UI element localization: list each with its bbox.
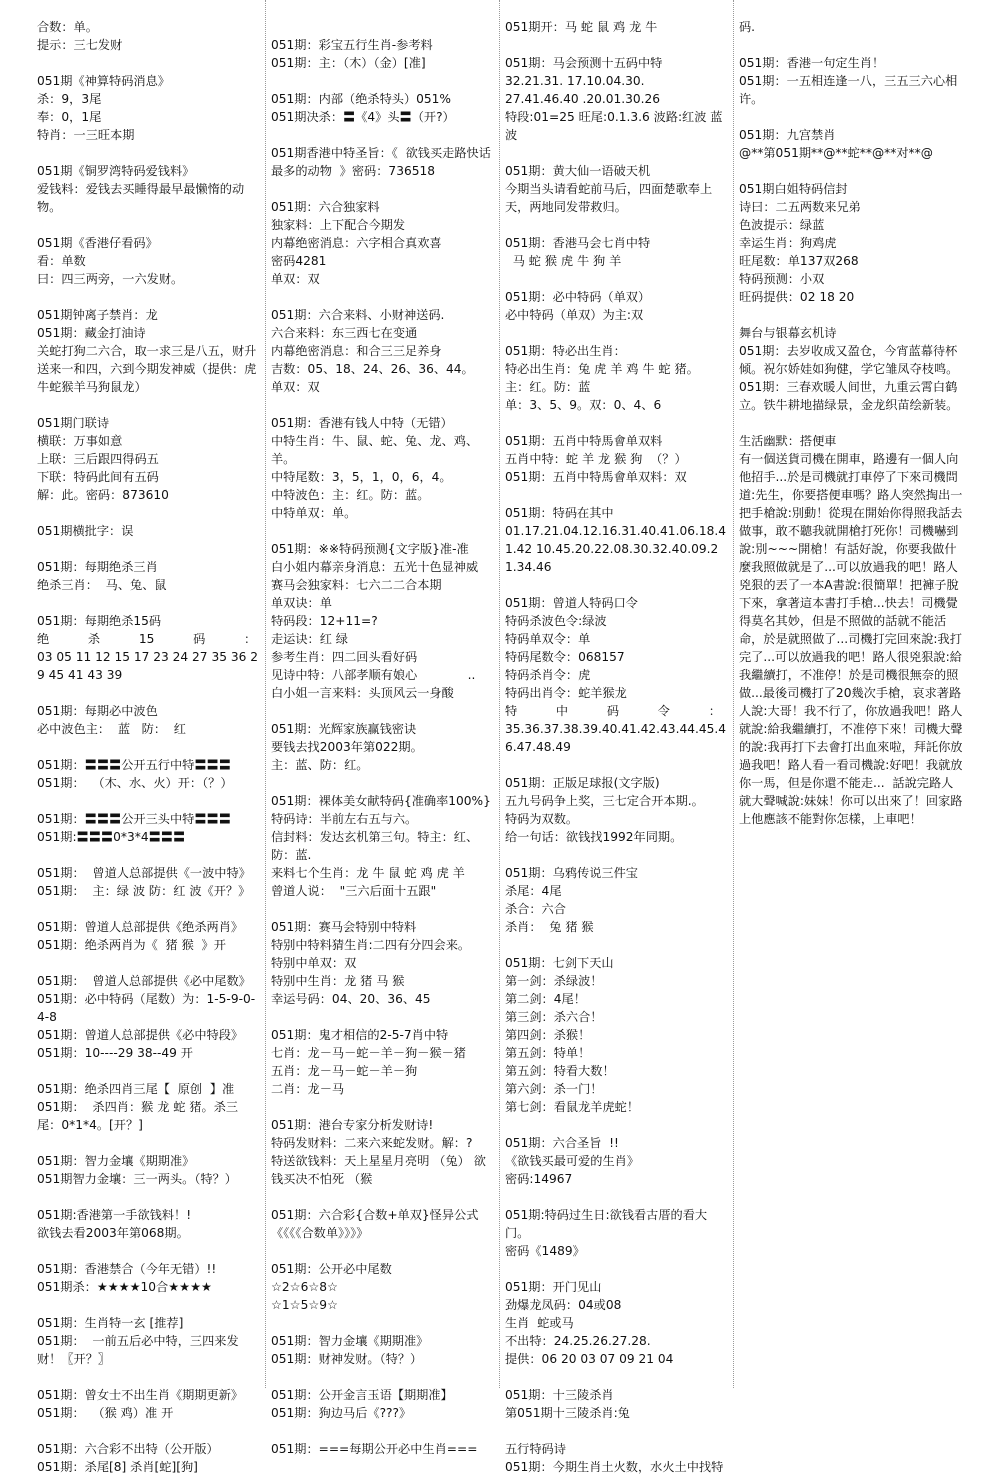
text-line: 051期：公开必中尾数 (271, 1262, 392, 1276)
text-line: 幸运生肖：狗鸡虎 (739, 236, 837, 250)
text-line: @**第051期**@**蛇**@**对**@ (739, 146, 933, 160)
spacer (37, 216, 259, 234)
text-line: 051期： 一前五后必中特，三四来发财！〖开？〗 (37, 1334, 239, 1366)
text-line: 051期：去岁收成又盈仓，今宵蓝幕待杯倾。祝尔娇娃如狗健，学它雏凤夺枝鸣。 (739, 344, 959, 376)
text-line: 特送欲钱料：天上星星月亮明 （兔） 欲钱买决不怕死 （猴 (271, 1154, 486, 1186)
text-line: 051期：生肖特一玄 [推荐] (37, 1316, 184, 1330)
text-line: 《欲钱买最可爱的生肖》 (505, 1154, 640, 1168)
spacer (37, 1242, 259, 1260)
text-line: 32.21.31. 17.10.04.30. (505, 74, 645, 88)
text-line: 051期：杀尾[8] 杀肖[蛇][狗] (37, 1460, 198, 1474)
text-line: 要钱去找2003年第022期。 (271, 740, 423, 754)
text-line: 051期:〓〓〓0*3*4〓〓〓 (37, 830, 186, 844)
text-line: 中特波色：主：红。防：蓝。 (271, 488, 430, 502)
text-line: 特别中单双：双 (271, 956, 357, 970)
spacer (37, 1422, 259, 1440)
text-line: 单双诀：单 (271, 596, 332, 610)
spacer (37, 288, 259, 306)
text-line: 051期：乌鸦传说三件宝 (505, 866, 638, 880)
spacer (271, 1242, 493, 1260)
text-line: 欲钱去看2003年第068期。 (37, 1226, 189, 1240)
text-line: 051期决杀：〓《4》头〓（开?） (271, 110, 455, 124)
text-line: 密码《1489》 (505, 1244, 585, 1258)
text-line: 第三剑：杀六合！ (505, 1010, 603, 1024)
spacer (505, 1188, 729, 1206)
text-line: 051期：一五相连逢一八，三五三六心相许。 (739, 74, 958, 106)
spacer (37, 1188, 259, 1206)
text-line: 051期：公开金言玉语【期期准】 (271, 1388, 453, 1402)
text-line: 特码出肖令：蛇羊猴龙 (505, 686, 627, 700)
spacer (505, 216, 729, 234)
text-line: 051期：六合来料、小财神送码. (271, 308, 445, 322)
spacer (271, 126, 493, 144)
text-line: 生活幽默：搭便車 (739, 434, 837, 448)
text-line: ☆1☆5☆9☆ (271, 1298, 338, 1312)
text-line: 白小姐一言来料：头顶风云一身酸 (271, 686, 454, 700)
text-line: 奉：0，1尾 (37, 110, 102, 124)
text-line: 特码预测：小双 (739, 272, 825, 286)
text-line: 03 05 11 12 15 17 23 24 27 35 36 29 45 41 43 39 (37, 650, 258, 682)
text-line: 051期：鬼才相信的2-5-7肖中特 (271, 1028, 449, 1042)
spacer (505, 486, 729, 504)
spacer (739, 162, 965, 180)
text-line: 051期： 曾道人总部提供《必中尾数》 (37, 974, 251, 988)
text-line: 五行特码诗 (505, 1442, 566, 1456)
spacer (271, 1008, 493, 1026)
spacer (739, 108, 965, 126)
text-line: 吉数：05、18、24、26、36、44。 (271, 362, 474, 376)
spacer (37, 900, 259, 918)
text-line: 主：蓝、防：红。 (271, 758, 369, 772)
text-line: 051期开：马 蛇 鼠 鸡 龙 牛 (505, 20, 658, 34)
text-line: 051期：香港有钱人中特（无错） (271, 416, 453, 430)
spacer (37, 144, 259, 162)
text-line: 051期：三春欢暖人间世，九重云霄白鹤立。铁牛耕地描绿景，金龙织苗绘新装。 (739, 380, 959, 412)
text-line: 051期：曾女士不出生肖《期期更新》 (37, 1388, 244, 1402)
text-line: 特码诗：半前左右五与六。 (271, 812, 418, 826)
text-line: 走运诀：红 绿 (271, 632, 348, 646)
spacer (739, 36, 965, 54)
spacer (271, 288, 493, 306)
text-line: 旺码提供：02 18 20 (739, 290, 855, 304)
text-line: 杀合：六合 (505, 902, 566, 916)
text-line: 看：单数 (37, 254, 86, 268)
text-line: 051期：七剑下天山 (505, 956, 614, 970)
text-line: 今期当头请看蛇前马后，四面楚歌奉上天，两地同发带救归。 (505, 182, 713, 214)
text-line: 051期：彩宝五行生肖-参考料 (271, 38, 433, 52)
spacer (505, 1260, 729, 1278)
spacer (505, 36, 729, 54)
text-line: 五肖：龙－马－蛇－羊－狗 (271, 1064, 418, 1078)
spacer (505, 414, 729, 432)
text-line: 特码发财料：二来六来蛇发财。解：? (271, 1136, 473, 1150)
spacer (271, 18, 493, 36)
text-line: 051期：绝杀四肖三尾【 原创 】准 (37, 1082, 235, 1096)
text-line: 特码为双数。 (505, 812, 579, 826)
spacer (271, 1422, 493, 1440)
text-line: 合数：单。 (37, 20, 98, 34)
text-column-3 (505, 18, 729, 1474)
text-line: 五肖中特：蛇 羊 龙 猴 狗 （？） (505, 452, 687, 466)
spacer (271, 1098, 493, 1116)
text-line: 051期：特必出生肖： (505, 344, 626, 358)
text-line: 051期：香港一句定生肖！ (739, 56, 885, 70)
spacer (271, 1188, 493, 1206)
text-line: 051期：智力金壤《期期准》 (37, 1154, 195, 1168)
text-line: 解：此。密码：873610 (37, 488, 169, 502)
text-line: ☆2☆6☆8☆ (271, 1280, 338, 1294)
text-line: 特肖：一三旺本期 (37, 128, 135, 142)
spacer (37, 684, 259, 702)
text-line: 051期：必中特码（单双） (505, 290, 651, 304)
spacer (37, 504, 259, 522)
text-line: 051期：狗边马后《???》 (271, 1406, 412, 1420)
text-line: 051期：六合彩不出特（公开版） (37, 1442, 219, 1456)
text-line: 旺尾数：单137双268 (739, 254, 859, 268)
column-divider (499, 0, 500, 1388)
spacer (37, 594, 259, 612)
text-line: 绝杀三肖： 马、兔、鼠 (37, 578, 167, 592)
text-line: 特别中生肖：龙 猪 马 猴 (271, 974, 405, 988)
text-line: 051期：正版足球报(文字版) (505, 776, 660, 790)
text-line: 35.36.37.38.39.40.41.42.43.44.45.46.47.48.49 (505, 722, 726, 754)
spacer (739, 306, 965, 324)
text-line: 051期：每期绝杀三肖 (37, 560, 158, 574)
text-line: 051期钟离子禁肖：龙 (37, 308, 158, 322)
spacer (271, 180, 493, 198)
text-line: 051期白姐特码信封 (739, 182, 848, 196)
text-line: 特码杀波色令:绿波 (505, 614, 607, 628)
text-line: 第五剑：特单！ (505, 1046, 591, 1060)
text-line: 第四剑：杀猴！ (505, 1028, 591, 1042)
text-line: 关蛇打狗二六合，取一求三是八五，财升送来一和四，六到今期发神威（提供：虎牛蛇猴羊马狗鼠龙） (37, 344, 257, 394)
text-line: 27.41.46.40 .20.01.30.26 (505, 92, 661, 106)
text-line: 第二剑：4尾！ (505, 992, 586, 1006)
text-line: 第051期十三陵杀肖:兔 (505, 1406, 630, 1420)
spacer (37, 396, 259, 414)
text-line: 051期香港中特圣旨：《 欲钱买走路快话最多的动物 》密码：736518 (271, 146, 491, 178)
text-line: 051期：每期必中波色 (37, 704, 158, 718)
text-line: 051期：港台专家分析发财诗! (271, 1118, 434, 1132)
spacer (37, 1062, 259, 1080)
spacer (37, 1134, 259, 1152)
text-line: 爱钱料：爱钱去买睡得最早最懒惰的动物。 (37, 182, 245, 214)
text-line: 曰：四三两旁，一六发财。 (37, 272, 184, 286)
text-line: 密码4281 (271, 254, 327, 268)
text-line: 二肖：龙－马 (271, 1082, 345, 1096)
text-line: 051期《铜罗湾特码爱钱料》 (37, 164, 195, 178)
text-line: 051期《神算特码消息》 (37, 74, 170, 88)
text-line: 051期杀：★★★★10合★★★★ (37, 1280, 212, 1294)
text-line: 白小姐内幕亲身消息：五光十色显神威 (271, 560, 479, 574)
spacer (271, 774, 493, 792)
text-line: 特别中特料猜生肖:二四有分四会来。 (271, 938, 471, 952)
text-line: 《《《《合数单》》》》 (271, 1226, 369, 1240)
text-line: 051期《香港仔看码》 (37, 236, 158, 250)
spacer (271, 702, 493, 720)
text-line: 051期：六合彩{合数+单双}怪异公式 (271, 1208, 479, 1222)
text-line: 有一個送貨司機在開車，路邊有一個人向他招手...於是司機就打車停了下來司機問道:先生，你要搭便車嗎？路人突然掏出一把手槍說:別動！從現在開始你得照我話去做事，敢不聽我就開槍打死你！司機嚇到說:別~~~開槍！有話好說，你要我做什麼我照做就是了...可以放過我的吧！路人兇狠的丟了一本A書說:很簡單！把褲子脫下來，拿著這本書打手槍...快去！司機覺得莫名其妙，但是不照做的話就不能活命，於是就照做了...司機打完回來說:我打完了...可以放過我的吧！路人很兇狠說:給我繼續打，不准停！於是司機很無奈的照做...最後司機打了20幾次手槍，哀求著路人說:大哥！我不行了，你放過我吧！路人就說:給我繼續打，不准停下來！司機大聲的說:我再打下去會打出血來啦，拜託你放過我吧！路人看一看司機說:好吧！我就放你一馬，但是你還不能走... 話說完路人就大聲喊說:妹妹！你可以出來了！回家路上他應該不能對你怎樣，上車吧！ (739, 452, 963, 826)
text-line: 051期：智力金壤《期期准》 (271, 1334, 429, 1348)
text-line: 色波提示：绿蓝 (739, 218, 825, 232)
text-line: 051期：六合圣旨 !! (505, 1136, 619, 1150)
spacer (37, 540, 259, 558)
text-line: 见诗中特：八部孝顺有娘心 .. (271, 668, 476, 682)
text-line: 马 蛇 猴 虎 牛 狗 羊 (505, 254, 622, 268)
text-column-4 (739, 18, 965, 1388)
text-line: 中特生肖：牛、鼠、蛇、兔、龙、鸡、羊。 (271, 434, 479, 466)
text-line: 051期：※※特码预测{文字版}准-准 (271, 542, 469, 556)
text-line: 051期：曾道人总部提供《绝杀两肖》 (37, 920, 244, 934)
spacer (37, 738, 259, 756)
text-line: 给一句话：欲钱找1992年同期。 (505, 830, 683, 844)
text-line: 单双：双 (271, 272, 320, 286)
text-line: 独家料：上下配合今期发 (271, 218, 406, 232)
text-line: 不出特：24.25.26.27.28. (505, 1334, 651, 1348)
column-divider (733, 0, 734, 1388)
text-line: 051期：今期生肖土火数，水火土中找特 (505, 1460, 724, 1474)
spacer (505, 846, 729, 864)
text-line: 特必出生肖：兔 虎 羊 鸡 牛 蛇 猪。 (505, 362, 699, 376)
text-line: 051期：开门见山 (505, 1280, 602, 1294)
text-line: 密码:14967 (505, 1172, 573, 1186)
text-line: 051期：绝杀两肖为《 猪 猴 》开 (37, 938, 226, 952)
text-line: 必中波色主： 蓝 防： 红 (37, 722, 186, 736)
text-line: 051期：黄大仙一语破天机 (505, 164, 651, 178)
text-line: 051期：十三陵杀肖 (505, 1388, 614, 1402)
spacer (271, 522, 493, 540)
text-line: 参考生肖：四二回头看好码 (271, 650, 418, 664)
text-line: 绝 杀 15 码 ： (37, 632, 257, 646)
text-line: 信封料：发达玄机第三句。特主：红、防：蓝. (271, 830, 479, 862)
spacer (505, 144, 729, 162)
text-line: 051期：〓〓〓公开三头中特〓〓〓 (37, 812, 231, 826)
text-line: 横联：万事如意 (37, 434, 123, 448)
text-line: 曾道人说： "三六后面十五跟" (271, 884, 437, 898)
text-line: 单：3、5、9。双：0、4、6 (505, 398, 662, 412)
text-line: 特码杀肖令：虎 (505, 668, 591, 682)
text-line: 051期:香港第一手欲钱料！! (37, 1208, 192, 1222)
text-line: 必中特码（单双）为主:双 (505, 308, 644, 322)
text-line: 051期：藏金打油诗 (37, 326, 146, 340)
text-line: 051期：必中特码（尾数）为：1-5-9-0-4-8 (37, 992, 256, 1024)
spacer (505, 1368, 729, 1386)
spacer (505, 576, 729, 594)
spacer (37, 1296, 259, 1314)
text-line: 第一剑：杀绿波！ (505, 974, 603, 988)
text-line: 051期门联诗 (37, 416, 110, 430)
text-line: 来料七个生肖：龙 牛 鼠 蛇 鸡 虎 羊 (271, 866, 465, 880)
text-line: 051期： 曾道人总部提供《一波中特》 (37, 866, 251, 880)
text-line: 六合来料：东三西七在变通 (271, 326, 418, 340)
text-line: 051期：内部（绝杀特头）051% (271, 92, 451, 106)
text-line: 051期：赛马会特别中特料 (271, 920, 417, 934)
text-line: 内幕绝密消息：和合三三足养身 (271, 344, 442, 358)
text-line: 051期：香港禁合（今年无错）!! (37, 1262, 217, 1276)
text-line: 杀肖： 兔 猪 猴 (505, 920, 594, 934)
text-line: 051期：马会预测十五码中特 (505, 56, 663, 70)
text-line: 051期：光辉家族赢钱密诀 (271, 722, 417, 736)
spacer (505, 1422, 729, 1440)
spacer (271, 1314, 493, 1332)
text-line: 内幕绝密消息：六字相合真欢喜 (271, 236, 442, 250)
text-line: 051期：10----29 38--49 开 (37, 1046, 193, 1060)
text-line: 051期：九宫禁肖 (739, 128, 836, 142)
text-line: 杀尾：4尾 (505, 884, 562, 898)
text-line: 舞台与银幕玄机诗 (739, 326, 837, 340)
text-line: 051期：裸体美女献特码{准确率100%} (271, 794, 491, 808)
text-line: 051期： （猴 鸡）准 开 (37, 1406, 174, 1420)
spacer (37, 54, 259, 72)
spacer (739, 414, 965, 432)
text-line: 051期：===每期公开必中生肖=== (271, 1442, 478, 1456)
column-divider (265, 0, 266, 1388)
text-line: 051期： （木、水、火）开：（？） (37, 776, 233, 790)
text-line: 051期：每期绝杀15码 (37, 614, 162, 628)
text-line: 特 中 码 令 ： (505, 704, 721, 718)
text-line: 上联：三后跟四得码五 (37, 452, 159, 466)
text-line: 提示：三七发财 (37, 38, 123, 52)
text-line: 生肖 蛇或马 (505, 1316, 574, 1330)
spacer (37, 954, 259, 972)
text-line: 幸运号码：04、20、36、45 (271, 992, 431, 1006)
text-line: 051期智力金壤：三一两头。（特？） (37, 1172, 237, 1186)
text-line: 051期： 杀四肖：猴 龙 蛇 猪。杀三尾：0*1*4。[开？] (37, 1100, 239, 1132)
text-line: 051期：六合独家料 (271, 200, 380, 214)
text-column-2 (271, 18, 493, 1456)
text-line: 051期：曾道人特码口令 (505, 596, 638, 610)
text-line: 赛马会独家料：七六二二合本期 (271, 578, 442, 592)
text-line: 051期：财神发财。（特？） (271, 1352, 423, 1366)
text-column-1 (37, 18, 259, 1474)
spacer (505, 1116, 729, 1134)
text-line: 码. (739, 20, 756, 34)
spacer (37, 846, 259, 864)
text-line: 051期： 主：绿 波 防：红 波《开？》 (37, 884, 251, 898)
text-line: 01.17.21.04.12.16.31.40.41.06.18.41.42 10.45.20.22.08.30.32.40.09.21.34.46 (505, 524, 726, 574)
text-line: 单双：双 (271, 380, 320, 394)
text-line: 中特单双：单。 (271, 506, 357, 520)
text-line: 中特尾数：3，5，1，0，6，4。 (271, 470, 452, 484)
text-line: 五九号码争上奖，三七定合开本期.。 (505, 794, 704, 808)
text-line: 051期：五肖中特馬會单双料 (505, 434, 663, 448)
text-line: 051期：〓〓〓公开五行中特〓〓〓 (37, 758, 231, 772)
text-line: 051期：曾道人总部提供《必中特段》 (37, 1028, 244, 1042)
text-line: 特码段：12+11=? (271, 614, 378, 628)
spacer (271, 396, 493, 414)
spacer (271, 72, 493, 90)
spacer (505, 756, 729, 774)
spacer (505, 936, 729, 954)
text-line: 特码单双令：单 (505, 632, 591, 646)
text-line: 七肖：龙－马－蛇－羊－狗－猴－猪 (271, 1046, 466, 1060)
text-line: 提供：06 20 03 07 09 21 04 (505, 1352, 674, 1366)
text-line: 051期横批字：误 (37, 524, 134, 538)
text-line: 051期:特码过生日:欲钱看古厝的看大门。 (505, 1208, 708, 1240)
text-line: 杀：9，3尾 (37, 92, 102, 106)
spacer (37, 1368, 259, 1386)
text-line: 051期：五肖中特馬會单双料：双 (505, 470, 687, 484)
spacer (271, 900, 493, 918)
text-line: 051期：香港马会七肖中特 (505, 236, 651, 250)
text-line: 劲爆龙凤码：04或08 (505, 1298, 622, 1312)
text-line: 051期：特码在其中 (505, 506, 614, 520)
spacer (505, 324, 729, 342)
text-line: 第七剑：看鼠龙羊虎蛇！ (505, 1100, 640, 1114)
text-line: 第六剑：杀一门！ (505, 1082, 603, 1096)
text-line: 主：红。防：蓝 (505, 380, 591, 394)
text-line: 第五剑：特看大数！ (505, 1064, 615, 1078)
spacer (37, 792, 259, 810)
text-line: 特段:01=25 旺尾:0.1.3.6 波路:红波 蓝波 (505, 110, 723, 142)
text-line: 特码尾数令：068157 (505, 650, 625, 664)
text-line: 下联：特码此间有五码 (37, 470, 159, 484)
text-line: 051期：主：（木）（金）[准] (271, 56, 426, 70)
text-line: 诗曰：二五两数来兄弟 (739, 200, 861, 214)
spacer (505, 270, 729, 288)
spacer (271, 1368, 493, 1386)
